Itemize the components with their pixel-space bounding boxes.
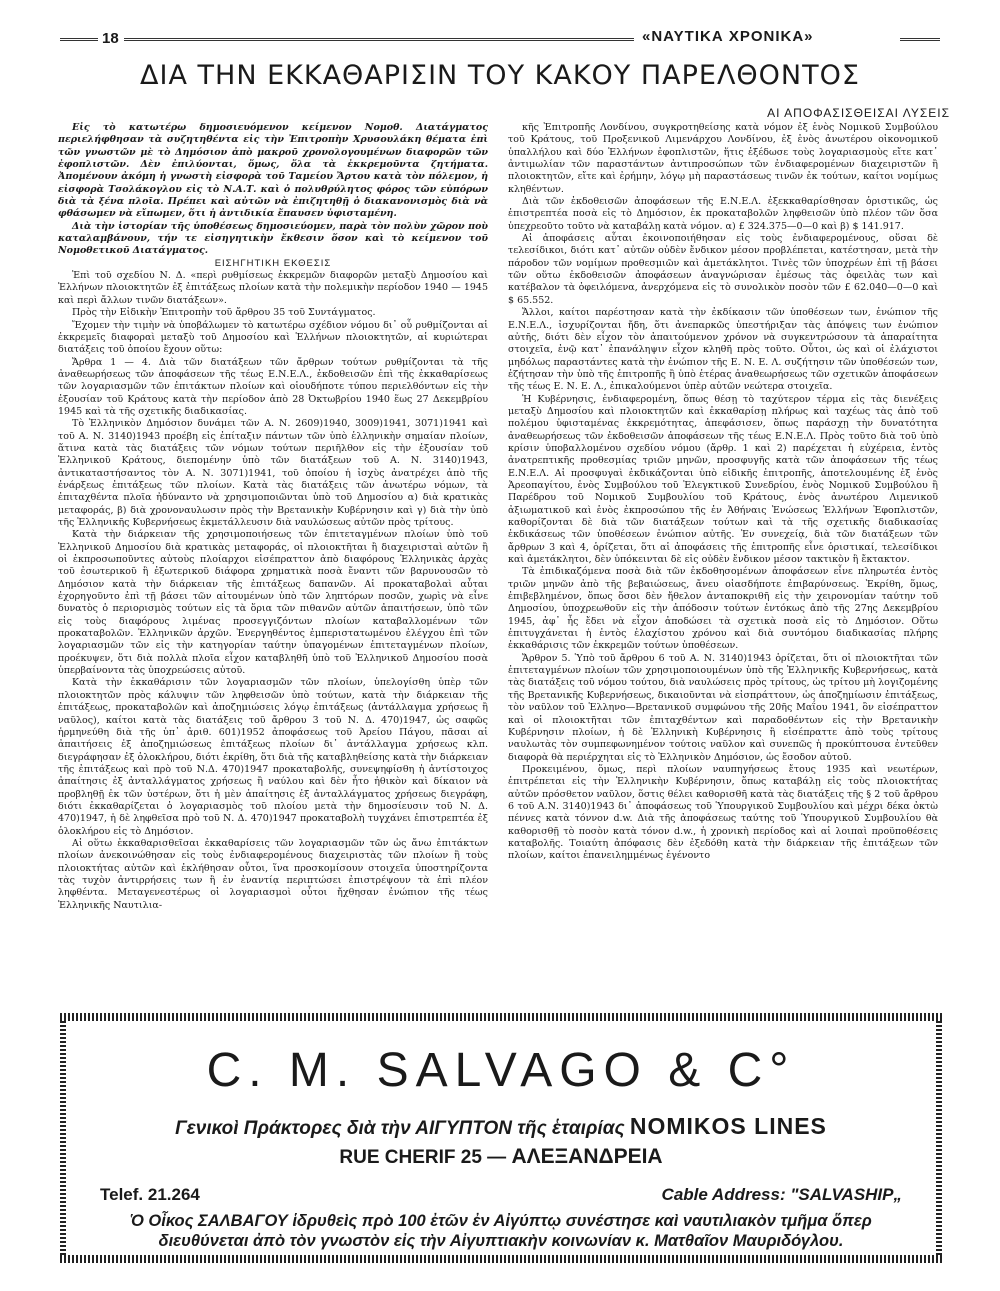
- ad-street: RUE CHERIF 25 —: [339, 1147, 507, 1168]
- article-paragraph: Διὰ τὴν ἱστορίαν τῆς ὑποθέσεως δημοσιεύομεν, παρὰ τὸν πολὺν χῶρον ποὺ καταλαμβάνουν, τήν τε εἰσηγητικὴν ἔκθεσιν ὅσον καὶ τὸ κείμενον τοῦ Νομοθετικοῦ Διατάγματος.: [58, 220, 488, 257]
- article-paragraph: Εἰς τὸ κατωτέρω δημοσιευόμενον κείμενον Νομοθ. Διατάγματος περιελήφθησαν τὰ συζητηθέντα εἰς τὴν Ἐπιτροπὴν Χρυσουλάκη θέματα ἐπὶ τῶν γνωστῶν μὲ τὸ Δημόσιον ἀπὸ μακροῦ χρονολογουμένων διαφορῶν τῶν ἐφοπλιστῶν. Δὲν ἐπιλύονται, ὅμως, ὅλα τὰ ἐκκρεμοῦντα ζητήματα. Ἀπομένουν ἀκόμη ἡ γνωστὴ εἰσφορὰ τοῦ Ταμείου Ἄρτου κατὰ τὸν πόλεμον, ἡ εἰσφορὰ Τσολάκογλου εἰς τὸ Ν.Α.Τ. καὶ ὁ πολυθρύλητος φόρος τῶν εὐπόρων διὰ τὰ ξένα πλοῖα. Πρέπει καὶ αὐτῶν νὰ ἐπιζητηθῇ ὁ διακανονισμὸς διὰ νὰ φθάσωμεν νὰ εἴπωμεν, ὅτι ἡ ἀντιδικία ἔπαυσεν ὑφισταμένη.: [58, 122, 488, 220]
- article-paragraph: Ἐπὶ τοῦ σχεδίου Ν. Δ. «περὶ ρυθμίσεως ἐκκρεμῶν διαφορῶν μεταξὺ Δημοσίου καὶ Ἑλλήνων πλοιοκτητῶν ἐξ ἐπιτάξεως πλοίων κατὰ τὴν πολεμικὴν περίοδον 1940 — 1945 καὶ περὶ ἄλλων τινῶν διατάξεων».: [58, 270, 488, 306]
- ad-address-line: [60, 1145, 942, 1169]
- article-paragraph: Ἄλλοι, καίτοι παρέστησαν κατὰ τὴν ἐκδίκασιν τῶν ὑποθέσεων των, ἐνώπιον τῆς Ε.Ν.Ε.Λ., ἰσχυρίζονται ἤδη, ὅτι ἀνεπαρκῶς ὑπεστήριξαν τὰς ἀπόψεις των ἐνώπιον αὐτῆς, διότι δὲν εἶχον τὸν ἀπαιτούμενον χρόνον νὰ συγκεντρώσουν τὰ ἀπαραίτητα στοιχεῖα, ἐνῷ κατ᾿ ἐπανάληψιν εἶχον κληθῆ πρὸς τοῦτο. Οὗτοι, ὡς καὶ οἱ ἐλάχιστοι μηδόλως παραστάντες κατὰ τὴν ἐνώπιον τῆς Ε. Ν. Ε. Λ. συζήτησιν τῶν ὑποθέσεών των, ἐζήτησαν τὴν ὑπὸ τῆς ἐπιτροπῆς ἢ ὑπὸ ἑτέρας ἀναθεωρήσεως τῶν σχετικῶν ἀποφάσεων τῆς τέως Ε. Ν. Ε. Λ., ἐπικαλούμενοι ὑπὲρ αὐτῶν νεώτερα στοιχεῖα.: [508, 307, 938, 393]
- article-paragraph: Προκειμένου, ὅμως, περὶ πλοίων ναυπηγήσεως ἔτους 1935 καὶ νεωτέρων, ἐπιτρέπεται εἰς τὴν Ἑλληνικὴν Κυβέρνησιν, ὅπως καταβάλῃ εἰς τοὺς πλοιοκτήτας αὐτῶν πρόσθετον ναῦλον, ὅστις θέλει καθορισθῆ κατὰ τὰς διατάξεις τῆς § 2 τοῦ ἄρθρου 6 τοῦ Α.Ν. 3140)1943 δι᾿ ἀποφάσεως τοῦ Ὑπουργικοῦ Συμβουλίου καὶ μέχρι δέκα ὀκτὼ πέννες κατὰ τόννον d.w. Διὰ τῆς ἀποφάσεως ταύτης τοῦ Ὑπουργικοῦ Συμβουλίου θὰ καθορισθῇ τὸ ποσὸν κατὰ τόνον d.w., ἡ χρονικὴ περίοδος καὶ αἱ λοιπαὶ προϋποθέσεις καταβολῆς. Τοιαύτη ἀπόφασις δὲν ἐξεδόθη κατὰ τὴν διάρκειαν τῆς ἐπιτάξεων τῶν πλοίων, καίτοι ἐπανειλημμένως ἐγένοντο: [508, 763, 938, 862]
- article-paragraph: Τὸ Ἑλληνικὸν Δημόσιον δυνάμει τῶν Α. Ν. 2609)1940, 3009)1941, 3071)1941 καὶ τοῦ Α. Ν. 3140)1943 προέβη εἰς ἐπίταξιν πάντων τῶν ὑπὸ ἑλληνικὴν σημαίαν πλοίων, ἅτινα κατὰ τὰς διατάξεις τῶν νόμων τούτων περιῆλθον εἰς τὴν ἐξουσίαν τοῦ Ἑλληνικοῦ Κράτους, διεπομένην ὑπὸ τῶν διατάξεων τοῦ Α. Ν. 3140)1943, ἀντικαταστήσαντος τὸν Α. Ν. 3071)1941, τοῦ ὁποίου ἡ ἰσχὺς ἀνατρέχει ἀπὸ τῆς ἐνάρξεως ἐπιτάξεως τῶν πλοίων. Κατὰ τὰς διατάξεις τῶν ἀνωτέρω νόμων, τὰ ἐπιταχθέντα πλοῖα ἠδύναντο νὰ χρησιμοποιῶνται ὑπὸ τοῦ Δημοσίου α) διὰ κρατικὰς μεταφοράς, β) διὰ χρονοναυλωσιν πρὸς τὴν Βρετανικὴν Κυβέρνησιν καὶ γ) διὰ τὴν ὑπὸ τῆς Ἑλληνικῆς Κυβερνήσεως ἐκμετάλλευσιν διὰ ναυλώσεως αὐτῶν πρὸς τρίτους.: [58, 418, 488, 528]
- article-left-column: [58, 122, 488, 1005]
- advertisement-box: [60, 1013, 942, 1263]
- ad-city: ΑΛΕΞΑΝΔΡΕΙΑ: [511, 1145, 663, 1168]
- ad-company-name: C. M. SALVAGO & C°: [206, 1044, 796, 1097]
- section-heading: ΕΙΣΗΓΗΤΙΚΗ ΕΚΘΕΣΙΣ: [214, 257, 332, 269]
- article-right-column: [508, 122, 938, 1005]
- header-rule-right: [900, 38, 940, 41]
- header-rule-middle: [124, 38, 634, 41]
- ad-line-brand: NOMIKOS LINES: [629, 1113, 827, 1139]
- article-paragraph: κῆς Ἐπιτροπῆς Λονδίνου, συγκροτηθείσης κατὰ νόμον ἐξ ἑνὸς Νομικοῦ Συμβούλου τοῦ Κράτους, τοῦ Προξενικοῦ Λιμενάρχου Λονδίνου, ἐξ ἑνὸς ἀνωτέρου οἰκονομικοῦ ὑπαλλήλου καὶ δύο Ἑλλήνων ἐφοπλιστῶν, ἥτις ἐξέδωσε τοὺς λογαριασμοὺς εἴτε κατ᾿ ἀντιμωλίαν τῶν παραστάντων ἀντιπροσώπων τῶν ἐνδιαφερομένων διαχειριστῶν ἢ πλοιοκτητῶν, εἴτε καὶ ἐρήμην, λόγῳ μὴ παραστάσεως τινῶν ἐκ τούτων, καίτοι νομίμως κληθέντων.: [508, 122, 938, 195]
- article-paragraph: Τὰ ἐπιδικαζόμενα ποσὰ διὰ τῶν ἐκδοθησομένων ἀποφάσεων εἶνε πληρωτέα ἐντὸς τριῶν μηνῶν ἀπὸ τῆς βεβαιώσεως, ἄνευ οἱασδήποτε ἐπιβαρύνσεως. Ἐκρίθη, ὅμως, ἐπιβεβλημένον, ὅπως ὅσοι δὲν ἤθελον ἀνταποκριθῆ εἰς τὴν χειρονομίαν ταύτην τοῦ Δημοσίου, ὑποχρεωθοῦν εἰς τὴν ἀπόδοσιν τούτων ἐντόκως ἀπὸ τῆς 27ης Δεκεμβρίου 1945, ἀφ᾿ ἧς ἔδει νὰ εἶχον ἀποδώσει τὰ σχετικὰ ποσὰ εἰς τὸ Δημόσιον. Οὕτω ἐπιτυγχάνεται ἡ ἐντὸς ἐλαχίστου χρόνου καὶ διὰ συντόμου διαδικασίας πλήρης ἐκκαθάρισις τῶν ἐκκρεμῶν τούτων ὑποθέσεων.: [508, 566, 938, 652]
- ad-agents-text: Γενικοὶ Πράκτορες διὰ τὴν ΑΙΓΥΠΤΟΝ τῆς ἑταιρίας: [175, 1118, 625, 1139]
- ad-cable-address: Cable Address: "SALVASHIP„: [661, 1185, 902, 1204]
- article-paragraph: Ἄρθρον 5. Ὑπὸ τοῦ ἄρθρου 6 τοῦ Α. Ν. 3140)1943 ὁρίζεται, ὅτι οἱ πλοιοκτῆται τῶν ἐπιτεταγμένων πλοίων τῶν χρησιμοποιουμένων ὑπὸ τῆς Ἑλληνικῆς Κυβερνήσεως, κατὰ τὰς διατάξεις τοῦ νόμου τούτου, διὰ ναυλώσεις πρὸς τρίτους, ὡς τρίτου μὴ λογιζομένης τῆς Βρετανικῆς Κυβερνήσεως, δικαιοῦνται νὰ εἰσπράττουν, ὡς ἀποζημίωσιν ἐπιτάξεως, τὸν ναῦλον τοῦ Ἑλληνο—Βρετανικοῦ συμφώνου τῆς 20ῆς Μαΐου 1941, ὃν εἰσέπραττον καὶ οἱ πλοιοκτῆται τῶν ἐπιταχθέντων καὶ παραδοθέντων εἰς τὴν Βρετανικὴν Κυβέρνησιν πλοίων, ἡ δὲ Ἑλληνικὴ Κυβέρνησις ἢ εἰσέπραττε ἀπὸ τοὺς τρίτους ναυλωτὰς τὸν συμπεφωνημένον τούτοις ναῦλον καὶ συνεπῶς ἡ προκύπτουσα ἐντεῦθεν διαφορὰ θὰ περιέρχηται εἰς τὸ Ἑλληνικὸν Δημόσιον, ὡς ἔσοδον αὐτοῦ.: [508, 652, 938, 763]
- article-paragraph: Αἱ οὕτω ἐκκαθαρισθεῖσαι ἐκκαθαρίσεις τῶν λογαριασμῶν τῶν ὡς ἄνω ἐπιτάκτων πλοίων ἀνεκοινώθησαν εἰς τοὺς ἐνδιαφερομένους διαχειριστὰς τῶν πλοίων ἢ τοὺς πλοιοκτήτας αὐτῶν καὶ ἐκλήθησαν οὗτοι, ἵνα προσκομίσουν στοιχεῖα ὑποστηρίζοντα τὰς τυχὸν ἀντιρρήσεις των ἢ ἐν ἐναντίᾳ περιπτώσει ἐπιστρέψουν τὰ ἐπὶ πλέον ληφθέντα. Μεταγενεστέρως οἱ λογαριασμοὶ οὗτοι ἤχθησαν ἐνώπιον τῆς τέως Ἑλληνικῆς Ναυτιλια-: [58, 837, 488, 911]
- ad-founded-text: Ὁ Οἶκος ΣΑΛΒΑΓΟΥ ἱδρυθεὶς πρὸ 100 ἐτῶν ἐν Αἰγύπτῳ συνέστησε καὶ ναυτιλιακὸν τμῆμα ὅπερ διευθύνεται ἀπὸ τὸν γνωστὸν εἰς τὴν Αἰγυπτιακὴν κοινωνίαν κ. Ματθαῖον Μαυριδόγλου.: [130, 1212, 872, 1250]
- article-title: ΔΙΑ ΤΗΝ ΕΚΚΑΘΑΡΙΣΙΝ ΤΟΥ ΚΑΚΟΥ ΠΑΡΕΛΘΟΝΤΟΣ: [140, 60, 860, 91]
- article-paragraph: Διὰ τῶν ἐκδοθεισῶν ἀποφάσεων τῆς Ε.Ν.Ε.Λ. ἐξεκκαθαρίσθησαν ὁριστικῶς, ὡς ἐπιστρεπτέα ποσὰ εἰς τὸ Δημόσιον, ἐκ προκαταβολῶν ληφθεισῶν ὑπὸ πλέον τῶν ὅσα ὑπεχρεοῦτο τοῦτο νὰ καταβάλῃ κατὰ νόμον. α) £ 324.375—0—0 καὶ β) $ 141.917.: [508, 196, 938, 232]
- article-paragraph: Ἡ Κυβέρνησις, ἐνδιαφερομένη, ὅπως θέσῃ τὸ ταχύτερον τέρμα εἰς τὰς διενέξεις μεταξὺ Δημοσίου καὶ πλοιοκτητῶν καὶ ἐκκαθαρίσῃ πλήρως καὶ ταχέως τὰς ἀπὸ τοῦ πολέμου ὑφισταμένας ἐκκρεμότητας, ἀπεφάσισεν, ὅπως παράσχῃ τὴν δυνατότητα ἀναθεωρήσεως τῶν ἐκδοθεισῶν ἀποφάσεων τῆς τέως Ε.Ν.Ε.Λ. Πρὸς τοῦτο διὰ τοῦ ὑπὸ κρίσιν ὑποβαλλομένου σχεδίου νόμου (ἄρθρ. 1 καὶ 2) παρέχεται ἡ εὐχέρεια, ἐντὸς ἀνατρεπτικῆς προθεσμίας τριῶν μηνῶν, προσφυγῆς κατὰ τῶν ἀποφάσεων τῆς τέως Ε.Ν.Ε.Λ. Αἱ προσφυγαὶ ἐκδικάζονται ὑπὸ εἰδικῆς ἐπιτροπῆς, ἀποτελουμένης ἐξ ἑνὸς Ἀρεοπαγίτου, ἑνὸς Συμβούλου τοῦ Ἐλεγκτικοῦ Συνεδρίου, ἑνὸς Νομικοῦ Συμβούλου ἢ Παρέδρου τοῦ Νομικοῦ Συμβουλίου τοῦ Κράτους, ἑνὸς ἀνωτέρου Λιμενικοῦ ἀξιωματικοῦ καὶ ἑνὸς ἐκπροσώπου τῆς ἐν Ἀθήναις Ἑνώσεως Ἑλλήνων Ἐφοπλιστῶν, καθορίζονται δὲ διὰ τῶν διατάξεων τούτων καὶ τὰ τῆς σχετικῆς διαδικασίας ἐκδικάσεως τῶν ὑποθέσεων ἐνώπιον αὐτῆς. Ἐν συνεχείᾳ, διὰ τῶν διατάξεων τῶν ἄρθρων 3 καὶ 4, ὁρίζεται, ὅτι αἱ ἀποφάσεις τῆς ἐπιτροπῆς εἶνε ὁριστικαί, τελεσίδικοι καὶ ἀμετάκλητοι, δὲν ὑπόκεινται δὲ εἰς οὐδὲν ἔνδικον μέσον τακτικὸν ἢ ἔκτακτον.: [508, 393, 938, 566]
- article-paragraph: Πρὸς τὴν Εἰδικὴν Ἐπιτροπὴν τοῦ ἄρθρου 35 τοῦ Συντάγματος.: [72, 307, 376, 319]
- article-paragraph: Αἱ ἀποφάσεις αὗται ἐκοινοποιήθησαν εἰς τοὺς ἐνδιαφερομένους, οὕσαι δὲ τελεσίδικοι, διότι κατ᾿ αὐτῶν οὐδὲν ἔνδικον μέσον προβλέπεται, κατέστησαν, μετὰ τὴν πάροδον τῶν νομίμων προθεσμιῶν καὶ ἀμετάκλητοι. Τινὲς τῶν ὑποχρέων ἐπὶ τῇ βάσει τῶν οὕτω ἐκδοθεισῶν ἀποφάσεων ἀναγνώρισαν ἐμέσως τὰς ὀφειλὰς των καὶ κατέβαλον τὰ ὀφειλόμενα, ἀνερχόμενα εἰς τὸ συνολικὸν ποσὸν τῶν £ 62.040—0—0 καὶ $ 65.552.: [508, 233, 938, 306]
- ad-border-bottom: [60, 1255, 942, 1263]
- ad-border-top: [60, 1013, 942, 1021]
- ad-telephone: Telef. 21.264: [100, 1185, 200, 1204]
- article-paragraph: Κατὰ τὴν διάρκειαν τῆς χρησιμοποιήσεως τῶν ἐπιτεταγμένων πλοίων ὑπὸ τοῦ Ἑλληνικοῦ Δημοσίου διὰ κρατικὰς μεταφοράς, οἱ πλοιοκτῆται ἢ διαχειρισταὶ αὐτῶν ἢ οἱ ἐκπροσωποῦντες αὐτοὺς πλοίαρχοι εἰσέπραττον ἀπὸ διαφόρους Ἑλληνικὰς ἀρχὰς τοῦ ἐσωτερικοῦ ἢ ἐξωτερικοῦ διάφορα χρηματικὰ ποσὰ ἔναντι τῶν βαρυνουσῶν τὸ Δημόσιον κατὰ τὴν διάρκειαν τῆς ἐπιτάξεως δαπανῶν. Αἱ προκαταβολαὶ αὗται ἐχορηγοῦντο ἐπὶ τῇ βάσει τῶν αἰτουμένων ὑπὸ τῶν ληπτόρων ποσῶν, χωρὶς νὰ εἶνε δυνατὸς ὁ περιορισμὸς τούτων εἰς τὰ ὅρια τῶν πιθανῶν αὐτῶν ἀπαιτήσεων, ὑπὸ τῶν εἰς τοὺς διαφόρους λιμένας προσεγγιζόντων πλοίων καταβαλλομένων τῶν προκαταβολῶν. Ἑλληνικῶν ἀρχῶν. Ἐνεργηθέντος ἐμπεριστατωμένου ἐλέγχου ἐπὶ τῶν λογαριασμῶν τῶν εἰς τὴν κατηγορίαν ταύτην ὑπαγομένων ἐπιτεταγμένων πλοίων, προέκυψεν, ὅτι διὰ πολλὰ πλοῖα εἶχον καταβληθῆ ὑπὸ τοῦ Ἑλληνικοῦ Δημοσίου ποσὰ ὑπερβαίνοντα τὰς ὑποχρεώσεις αὐτοῦ.: [58, 529, 488, 677]
- publication-name: «ΝΑΥΤΙΚΑ ΧΡΟΝΙΚΑ»: [642, 28, 814, 45]
- article-paragraph: Κατὰ τὴν ἐκκαθάρισιν τῶν λογαριασμῶν τῶν πλοίων, ὑπελογίσθη ὑπὲρ τῶν πλοιοκτητῶν πρὸς κάλυψιν τῶν ληφθεισῶν ὑπὸ τούτων, κατὰ τὴν διάρκειαν τῆς ἐπιτάξεως, προκαταβολῶν καὶ ἀποζημιώσεις λόγῳ ἐπιτάξεως (ἀντάλλαγμα χρήσεως ἢ ναῦλος), καίτοι κατὰ τὰς διατάξεις τοῦ ἄρθρου 3 τοῦ Ν. Δ. 470)1947, ὡς σαφῶς ἡρμηνεύθη διὰ τῆς ὑπ᾿ ἀριθ. 601)1952 ἀποφάσεως τοῦ Ἀρείου Πάγου, πᾶσαι αἱ ἀπαιτήσεις ἐξ ἀποζημιώσεως ἐπιτάξεως πλοίων δι᾿ ἀντάλλαγμα χρήσεως κλπ. διεγράφησαν ἐξ ὁλοκλήρου, διότι ἐκρίθη, ὅτι διὰ τῆς καταβληθείσης κατὰ τὴν διάρκειαν τῆς ἐπιτάξεως καὶ πρὸ τοῦ Ν.Δ. 470)1947 προκαταβολῆς, συνεψηφίσθη ἡ ἀντίστοιχος ἀπαίτησις ἐξ ἀνταλλάγματος χρήσεως ἢ ναύλου καὶ δὲν ἦτο ἠθικὸν καὶ δίκαιον νὰ προβληθῇ ἐκ τῶν ὑστέρων, ὅτι ἡ μὲν ἀπαίτησις ἐξ ἀνταλλάγματος χρήσεως διεγράφη, διότι ἐκκαθαρίζεται ὁ λογαριασμὸς τοῦ πλοίου μετὰ τὴν δημοσίευσιν τοῦ Ν. Δ. 470)1947, ἡ δὲ ληφθεῖσα πρὸ τοῦ Ν. Δ. 470)1947 προκαταβολὴ τυγχάνει ἐπιστρεπτέα ἐξ ὁλοκλήρου εἰς τὸ Δημόσιον.: [58, 677, 488, 837]
- page-header: [60, 28, 940, 52]
- article-paragraph: Ἄρθρα 1 — 4. Διὰ τῶν διατάξεων τῶν ἄρθρων τούτων ρυθμίζονται τὰ τῆς ἀναθεωρήσεως τῶν ἀποφάσεων τῆς τέως Ε.Ν.Ε.Λ., ἐκδοθεισῶν ἐπὶ τῆς ἐκκαθαρίσεως τῶν λογαριασμῶν τῶν ἐπιτάκτων πλοίων καὶ οἱουδήποτε τύπου περιελθόντων εἰς τὴν ἐξουσίαν τοῦ Κράτους κατὰ τὴν περίοδον ἀπὸ 28 Ὀκτωβρίου 1940 ἕως 27 Δεκεμβρίου 1945 καὶ τὰ τῆς σχετικῆς διαδικασίας.: [58, 356, 488, 417]
- page-number: 18: [102, 30, 119, 47]
- header-rule-left: [60, 38, 98, 41]
- article-paragraph: Ἔχομεν τὴν τιμὴν νὰ ὑποβάλωμεν τὸ κατωτέρω σχέδιον νόμου δι᾿ οὗ ρυθμίζονται αἱ ἐκκρεμεῖς διαφοραὶ μεταξὺ τοῦ Δημοσίου καὶ Ἑλλήνων πλοιοκτητῶν, αἱ κυριώτεραι διατάξεις τοῦ ὁποίου ἔχουν οὕτω:: [58, 319, 488, 356]
- ad-agents-line: [60, 1113, 942, 1140]
- article-subtitle: ΑΙ ΑΠΟΦΑΣΙΣΘΕΙΣΑΙ ΛΥΣΕΙΣ: [767, 106, 950, 120]
